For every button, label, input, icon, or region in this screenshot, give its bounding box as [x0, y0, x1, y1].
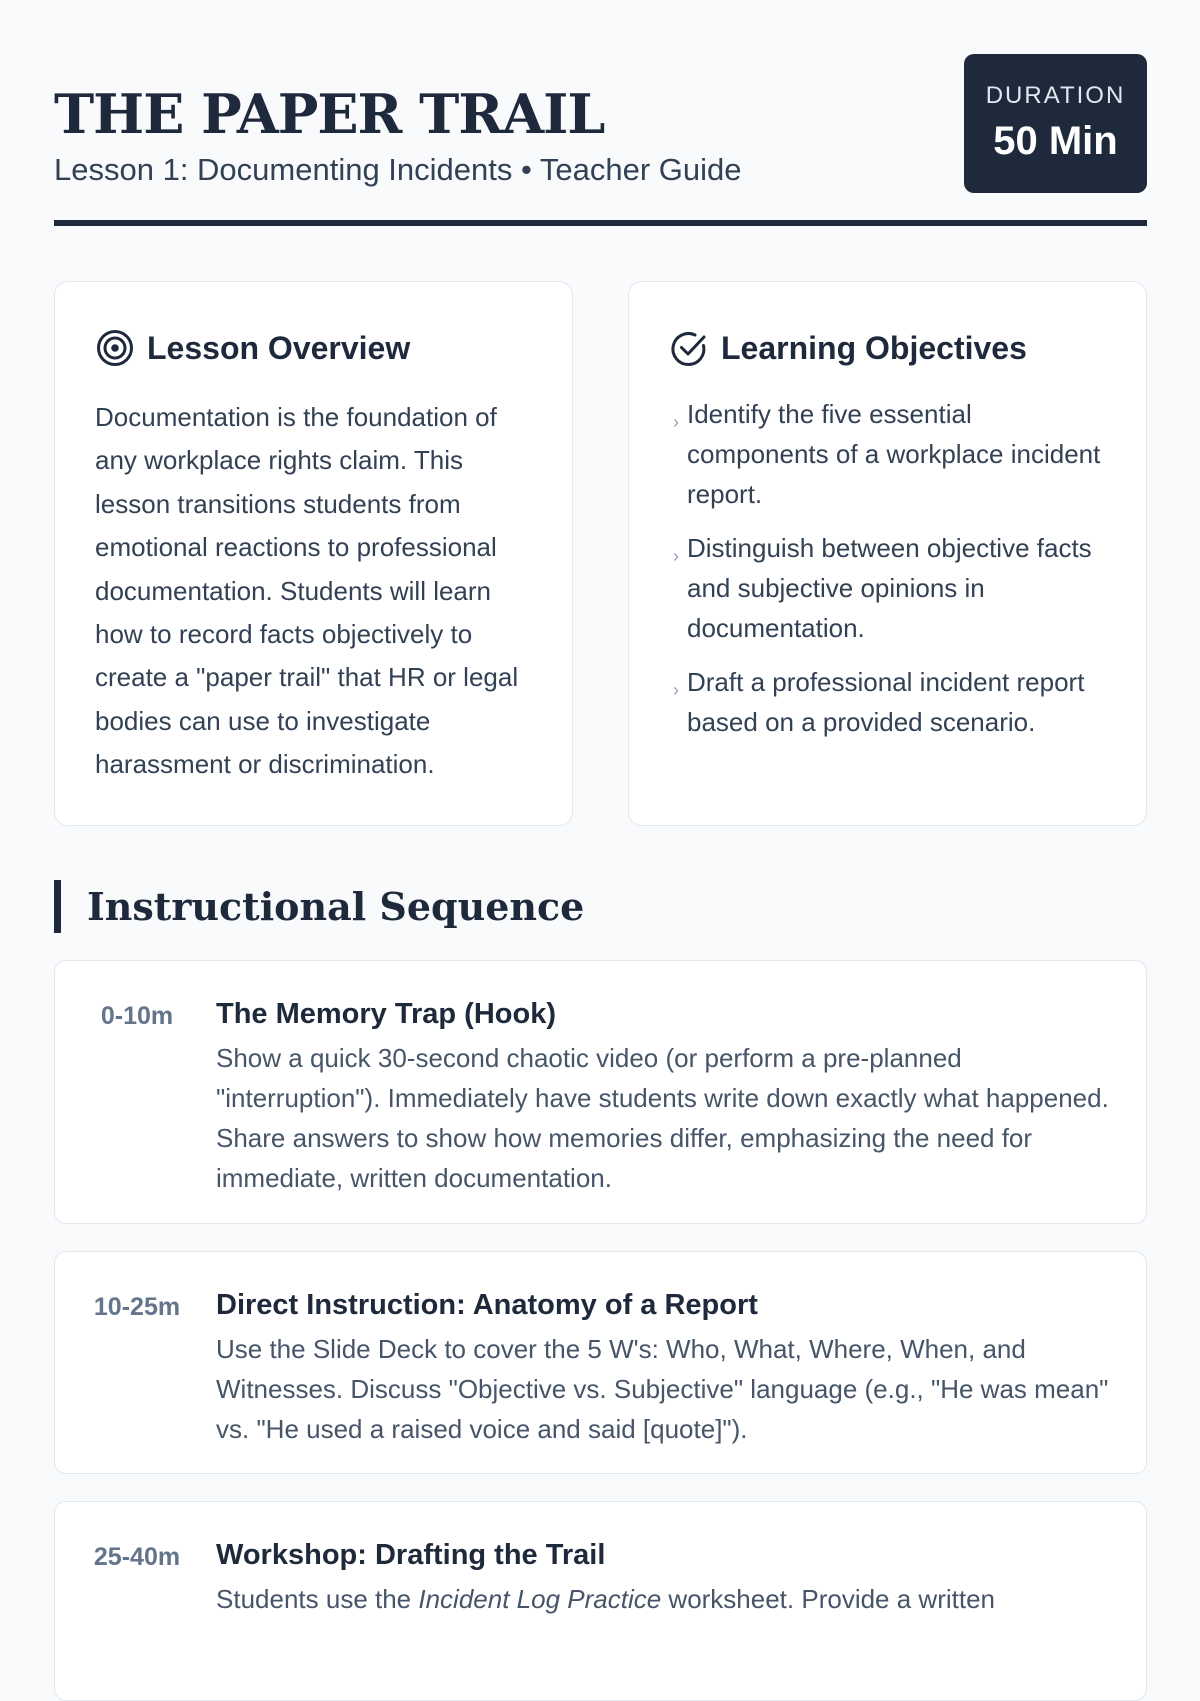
learning-objectives-header	[669, 328, 1027, 368]
lesson-overview-card	[54, 281, 573, 826]
sequence-step	[54, 1251, 1147, 1474]
worksheet-name: Incident Log Practice	[418, 1584, 662, 1614]
chevron-right-icon: ›	[673, 412, 679, 432]
target-icon	[95, 328, 135, 368]
objective-text: Distinguish between objective facts and subjective opinions in documentation.	[687, 533, 1092, 643]
step-title: Direct Instruction: Anatomy of a Report	[216, 1289, 758, 1321]
step-body	[216, 1536, 1116, 1619]
objective-item	[673, 528, 1113, 648]
step-title: Workshop: Drafting the Trail	[216, 1539, 606, 1571]
step-title: The Memory Trap (Hook)	[216, 998, 556, 1030]
page-header	[54, 54, 1147, 226]
sequence-step	[54, 1501, 1147, 1701]
sequence-step	[54, 960, 1147, 1224]
objective-text: Draft a professional incident report based on a provided scenario.	[687, 667, 1085, 737]
instructional-sequence-heading: Instructional Sequence	[54, 880, 584, 933]
chevron-right-icon: ›	[673, 546, 679, 566]
lesson-overview-header	[95, 328, 410, 368]
objective-text: Identify the five essential components of a workplace incident report.	[687, 399, 1101, 509]
step-body	[216, 995, 1116, 1198]
chevron-right-icon: ›	[673, 680, 679, 700]
check-circle-icon	[669, 328, 709, 368]
step-description: Show a quick 30-second chaotic video (or perform a pre-planned "interruption"). Immediately have students write down exactly what happened. Share answers to show how memories differ, emphasizing the need for immediate, written documentation.	[216, 1043, 1109, 1193]
objectives-list	[673, 394, 1113, 756]
duration-value: 50 Min	[993, 119, 1118, 163]
lesson-page	[54, 0, 1147, 1614]
page-title: THE PAPER TRAIL	[54, 82, 605, 146]
lesson-overview-text: Documentation is the foundation of any workplace rights claim. This lesson transitions students from emotional reactions to professional documentation. Students will learn how to record facts objectively to create a "paper trail" that HR or legal bodies can use to investigate harassment or discrimination.	[95, 402, 519, 780]
step-time: 25-40m	[93, 1543, 181, 1571]
learning-objectives-title: Learning Objectives	[721, 329, 1027, 366]
objective-item	[673, 662, 1113, 742]
lesson-overview-title: Lesson Overview	[147, 329, 411, 366]
page-subtitle: Lesson 1: Documenting Incidents • Teacher Guide	[54, 152, 742, 187]
learning-objectives-card	[628, 281, 1147, 826]
objective-item	[673, 394, 1113, 514]
step-description-suffix: worksheet. Provide a written	[661, 1584, 995, 1614]
duration-badge	[964, 54, 1147, 193]
step-description-prefix: Students use the	[216, 1584, 419, 1614]
step-time: 0-10m	[100, 1002, 174, 1030]
step-time: 10-25m	[93, 1293, 181, 1321]
step-description	[216, 1579, 1116, 1619]
duration-label: DURATION	[985, 82, 1126, 109]
step-description: Use the Slide Deck to cover the 5 W's: Who, What, Where, When, and Witnesses. Discuss "Objective vs. Subjective" language (e.g., "He was mean" vs. "He used a raised voice and said [quote]").	[216, 1334, 1109, 1444]
step-body	[216, 1286, 1116, 1449]
